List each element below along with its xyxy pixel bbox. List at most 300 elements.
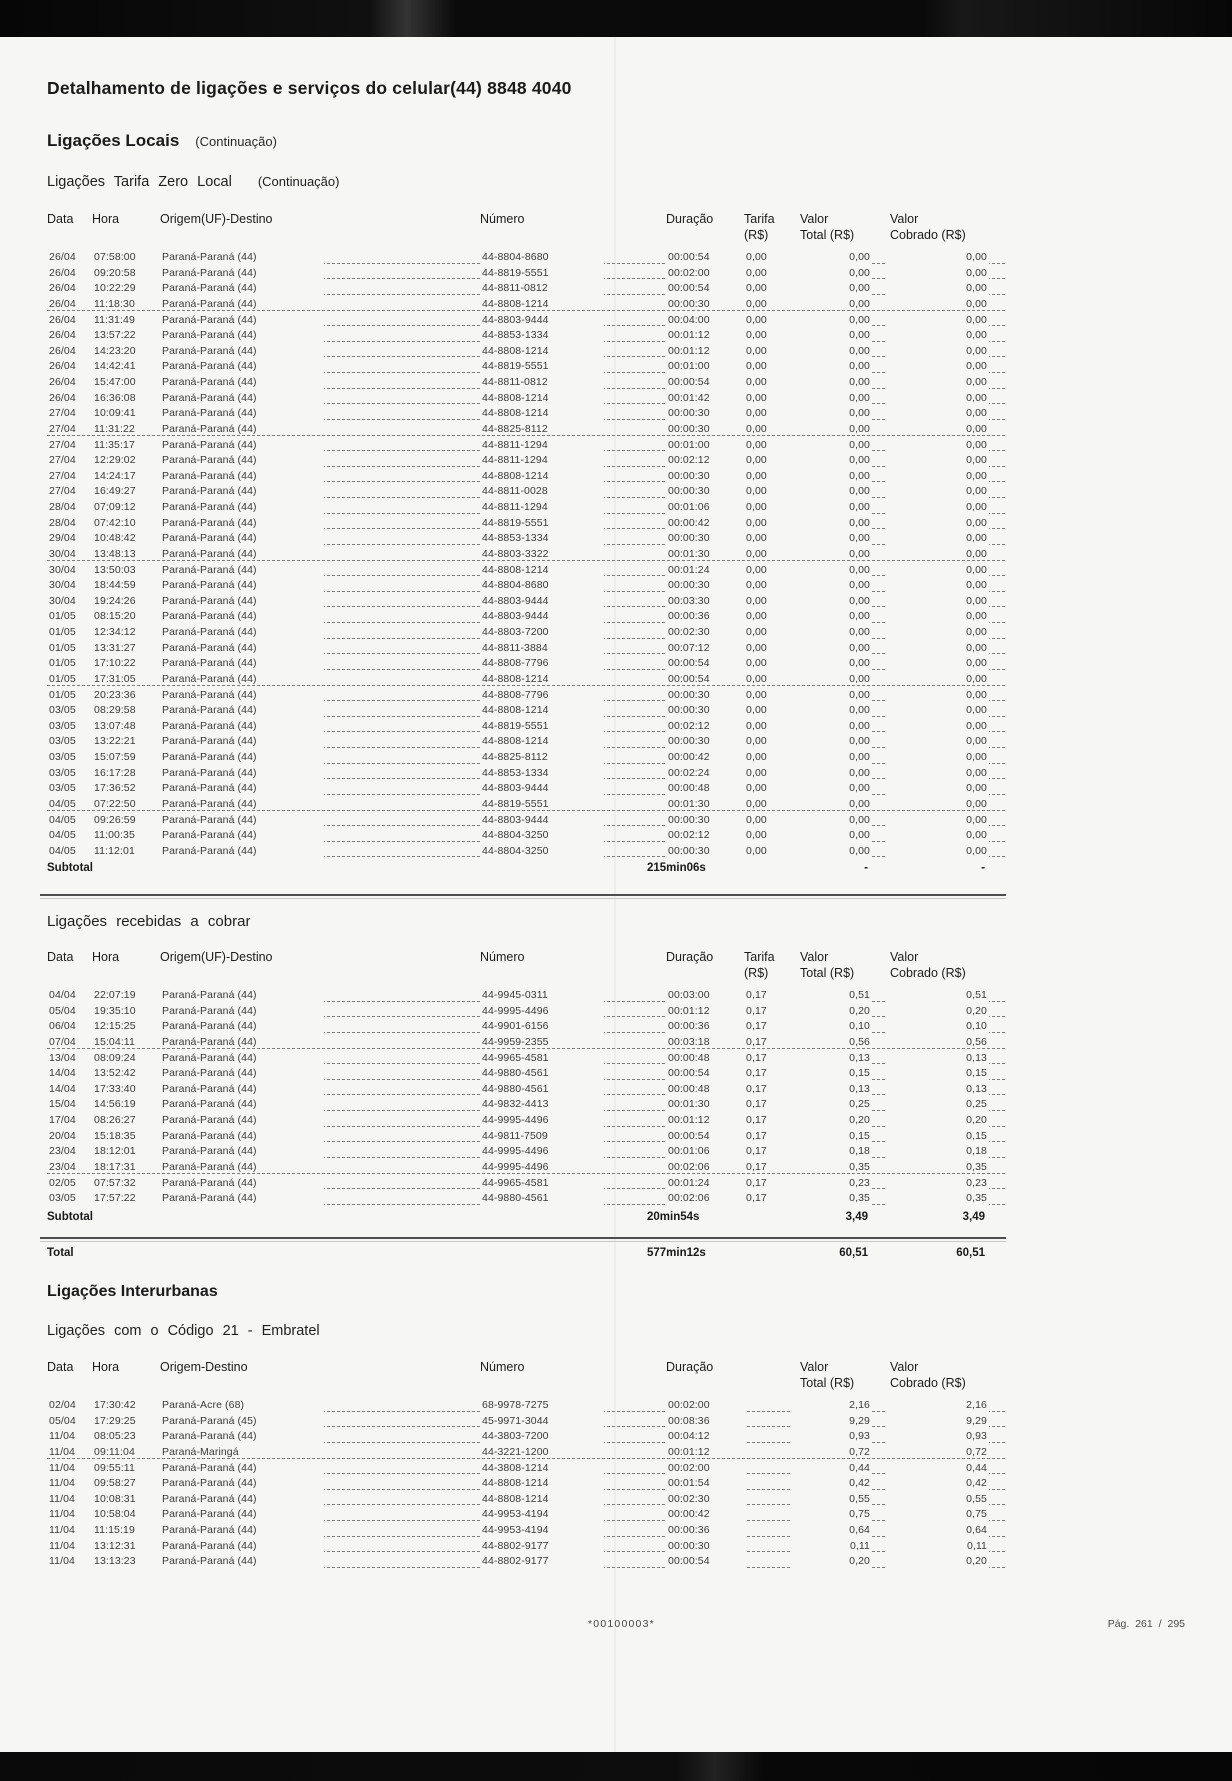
call-row [47,344,1005,360]
total-divider [40,1237,1006,1242]
call-cell: 00:01:06 [666,500,746,514]
call-cell: 0,00 [885,531,989,545]
call-cell: 12:34:12 [92,625,162,639]
table-codigo-21-embratel [47,1360,1005,1570]
table-recebidas-a-cobrar [47,950,1005,1207]
call-cell: 00:01:00 [666,359,746,373]
table-body [47,988,1005,1207]
call-cell: 00:00:30 [666,484,746,498]
call-row [47,438,1005,454]
call-cell: 26/04 [47,375,96,389]
call-cell: 44-9995-4496 [480,1004,604,1018]
call-cell: Paraná-Paraná (44) [160,813,324,827]
call-cell: 00:01:24 [666,563,746,577]
call-row [47,719,1005,735]
call-cell: Paraná-Paraná (44) [160,1507,324,1521]
call-cell: 00:01:12 [666,328,746,342]
subtotal-valor-total: 3,49 [845,1211,868,1223]
call-row [47,281,1005,297]
call-cell: 0,00 [744,531,790,545]
call-cell: Paraná-Paraná (44) [160,1429,324,1443]
call-cell: 0,44 [885,1461,989,1475]
call-cell: 0,00 [744,516,790,530]
call-cell: 0,20 [885,1554,989,1568]
call-cell: 0,00 [885,453,989,467]
call-cell: 07:58:00 [92,250,162,264]
call-cell: 00:00:42 [666,1507,746,1521]
call-cell: 08:05:23 [92,1429,162,1443]
call-cell: 13:31:27 [92,641,162,655]
call-cell: 44-8803-9444 [480,313,604,327]
call-cell: 44-8808-1214 [480,1492,604,1506]
call-cell: 0,00 [792,453,872,467]
subtotal-label: Subtotal [47,1211,93,1223]
call-cell: 11:12:01 [92,844,162,858]
call-row [47,1414,1005,1430]
call-cell: 20/04 [47,1129,96,1143]
call-cell: 01/05 [47,672,96,686]
total-valor-cobrado: 60,51 [956,1247,985,1259]
call-cell: 00:00:30 [666,703,746,717]
call-cell: 11:35:17 [92,438,162,452]
section-heading-text: Ligações Interurbanas [47,1283,218,1300]
call-cell: Paraná-Paraná (44) [160,359,324,373]
call-cell: 44-3808-1214 [480,1461,604,1475]
call-cell: 0,17 [744,988,790,1002]
call-cell: 0,13 [885,1082,989,1096]
call-cell: 19:35:10 [92,1004,162,1018]
column-header: Número [480,950,525,964]
call-cell: 0,42 [885,1476,989,1490]
call-cell: 44-8803-9444 [480,781,604,795]
call-cell: 09:20:58 [92,266,162,280]
call-cell: 16:17:28 [92,766,162,780]
call-cell: 00:02:24 [666,766,746,780]
call-cell: 0,00 [885,328,989,342]
call-cell: 26/04 [47,328,96,342]
call-cell: 02/05 [47,1176,96,1190]
call-cell: 44-8808-1214 [480,734,604,748]
call-cell: 0,00 [885,703,989,717]
call-cell: 00:02:06 [666,1191,746,1205]
call-cell: 14/04 [47,1066,96,1080]
call-cell: 0,00 [744,688,790,702]
call-row [47,1445,1005,1461]
call-row [47,1523,1005,1539]
call-cell: 26/04 [47,250,96,264]
call-cell: 29/04 [47,531,96,545]
call-cell: 05/04 [47,1414,96,1428]
total-row [47,1247,1005,1263]
call-cell: Paraná-Paraná (44) [160,453,324,467]
call-cell: 44-8804-3250 [480,844,604,858]
call-cell: 2,16 [792,1398,872,1412]
subtotal-duration: 20min54s [647,1211,700,1223]
call-cell: 28/04 [47,500,96,514]
call-cell: 0,93 [885,1429,989,1443]
call-cell: 0,00 [885,844,989,858]
call-row [47,469,1005,485]
call-cell: Paraná-Paraná (44) [160,344,324,358]
call-row [47,1004,1005,1020]
call-cell: 0,00 [744,750,790,764]
call-cell: 0,17 [744,1019,790,1033]
subtotal-row-recebidas [47,1211,1005,1227]
call-cell: 23/04 [47,1160,96,1174]
call-cell: 0,17 [744,1035,790,1049]
call-cell: 44-9965-4581 [480,1176,604,1190]
call-cell: 17:30:42 [92,1398,162,1412]
call-cell: 20:23:36 [92,688,162,702]
call-cell: 03/05 [47,1191,96,1205]
call-cell: 00:00:54 [666,1066,746,1080]
call-cell: 0,17 [744,1176,790,1190]
call-cell: 00:00:30 [666,469,746,483]
call-cell: 44-8808-1214 [480,672,604,686]
call-cell: 04/05 [47,813,96,827]
call-cell: 0,00 [792,516,872,530]
call-cell: 0,00 [792,328,872,342]
call-row [47,547,1005,563]
call-cell: Paraná-Paraná (44) [160,988,324,1002]
call-cell: 00:00:42 [666,516,746,530]
call-cell: 0,13 [885,1051,989,1065]
call-cell: Paraná-Paraná (44) [160,375,324,389]
column-header: Duração [666,212,714,226]
call-cell: 0,00 [744,609,790,623]
call-cell: Paraná-Paraná (44) [160,625,324,639]
call-cell: Paraná-Paraná (44) [160,1539,324,1553]
call-row [47,422,1005,438]
call-cell: 0,00 [792,672,872,686]
call-cell: Paraná-Paraná (44) [160,594,324,608]
call-row [47,328,1005,344]
call-cell: 07:57:32 [92,1176,162,1190]
call-cell: 13:12:31 [92,1539,162,1553]
call-cell: 00:02:12 [666,453,746,467]
call-cell: Paraná-Paraná (44) [160,828,324,842]
total-label: Total [47,1247,74,1259]
call-cell: 26/04 [47,313,96,327]
call-cell: 0,23 [792,1176,872,1190]
call-cell: 00:01:24 [666,1176,746,1190]
call-cell: Paraná-Paraná (44) [160,1097,324,1111]
call-cell: 00:00:54 [666,250,746,264]
call-cell: 0,18 [792,1144,872,1158]
column-header: Valor Total (R$) [800,1360,855,1390]
call-row [47,313,1005,329]
call-row [47,1051,1005,1067]
total-valor-total: 60,51 [839,1247,868,1259]
call-cell: 0,00 [885,734,989,748]
call-cell: 0,55 [885,1492,989,1506]
table-header-row [47,950,1005,988]
call-cell: 44-8803-3322 [480,547,604,561]
call-cell: 44-8811-0812 [480,375,604,389]
call-cell: Paraná-Paraná (44) [160,641,324,655]
call-cell: 0,00 [885,828,989,842]
call-cell: Paraná-Paraná (44) [160,734,324,748]
call-cell: 0,10 [885,1019,989,1033]
call-cell: 03/05 [47,703,96,717]
call-cell: 44-8825-8112 [480,422,604,436]
column-header: Data [47,1360,74,1374]
call-cell: 13:22:21 [92,734,162,748]
call-cell: 0,00 [792,250,872,264]
call-cell: 44-9901-6156 [480,1019,604,1033]
call-cell: 00:00:36 [666,1019,746,1033]
call-cell: 44-3221-1200 [480,1445,604,1459]
call-cell: 12:29:02 [92,453,162,467]
call-cell: 0,00 [744,797,790,811]
call-cell: 17:57:22 [92,1191,162,1205]
call-cell: 00:04:12 [666,1429,746,1443]
call-cell: 03/05 [47,766,96,780]
call-cell: 44-8819-5551 [480,266,604,280]
call-cell: 00:02:00 [666,1461,746,1475]
call-cell: 00:04:00 [666,313,746,327]
call-cell: Paraná-Paraná (44) [160,797,324,811]
call-cell: 0,00 [792,828,872,842]
call-cell: 0,64 [885,1523,989,1537]
call-cell: Paraná-Paraná (44) [160,844,324,858]
call-cell: 0,00 [744,250,790,264]
call-cell: 11/04 [47,1476,96,1490]
call-cell: Paraná-Paraná (44) [160,1160,324,1174]
call-cell: 00:00:30 [666,1539,746,1553]
call-cell: Paraná-Paraná (44) [160,1191,324,1205]
call-row [47,734,1005,750]
call-row [47,672,1005,688]
column-header: Tarifa (R$) [744,212,775,242]
call-cell: 44-8825-8112 [480,750,604,764]
call-row [47,813,1005,829]
call-cell: 0,00 [792,281,872,295]
call-cell: 30/04 [47,563,96,577]
table-body [47,1398,1005,1570]
call-cell: Paraná-Paraná (44) [160,438,324,452]
call-cell: 0,00 [792,344,872,358]
call-cell: 00:00:30 [666,844,746,858]
call-cell: 44-9880-4561 [480,1082,604,1096]
call-cell: 44-8808-1214 [480,563,604,577]
total-duration: 577min12s [647,1247,706,1259]
call-row [47,516,1005,532]
call-cell: 44-8808-7796 [480,656,604,670]
call-cell: 0,13 [792,1082,872,1096]
call-cell: 27/04 [47,453,96,467]
column-header: Duração [666,950,714,964]
call-cell: 0,00 [744,734,790,748]
call-cell: 0,55 [792,1492,872,1506]
call-row [47,844,1005,860]
call-cell: 00:01:30 [666,797,746,811]
call-cell: 11/04 [47,1492,96,1506]
call-cell: 0,35 [885,1160,989,1174]
call-cell: 0,35 [792,1160,872,1174]
call-cell: 00:00:30 [666,531,746,545]
call-row [47,750,1005,766]
call-cell: 0,75 [885,1507,989,1521]
call-cell: 0,00 [885,297,989,311]
call-cell: Paraná-Paraná (44) [160,703,324,717]
call-cell: 00:01:30 [666,547,746,561]
call-cell: 00:00:30 [666,734,746,748]
footer-document-code: *00100003* [588,1618,655,1630]
call-cell: 0,00 [744,484,790,498]
call-cell: 0,42 [792,1476,872,1490]
call-cell: 14:24:17 [92,469,162,483]
call-cell: 0,23 [885,1176,989,1190]
call-cell: 44-8819-5551 [480,359,604,373]
call-cell: Paraná-Paraná (44) [160,484,324,498]
call-cell: 11/04 [47,1445,96,1459]
call-cell: 0,17 [744,1129,790,1143]
call-cell: 0,00 [792,391,872,405]
call-row [47,766,1005,782]
call-cell: 27/04 [47,438,96,452]
call-row [47,1097,1005,1113]
call-cell: 30/04 [47,594,96,608]
call-cell: 44-8808-1214 [480,344,604,358]
call-cell: 0,00 [792,688,872,702]
call-cell: 09:26:59 [92,813,162,827]
call-cell: 11/04 [47,1523,96,1537]
call-cell: 14:23:20 [92,344,162,358]
call-cell: 00:00:54 [666,281,746,295]
call-cell: 00:00:54 [666,375,746,389]
call-row [47,609,1005,625]
call-cell: 0,00 [744,422,790,436]
call-row [47,531,1005,547]
call-cell: 0,00 [885,625,989,639]
call-cell: 0,00 [744,656,790,670]
call-cell: 0,64 [792,1523,872,1537]
call-cell: 44-8811-0812 [480,281,604,295]
call-row [47,781,1005,797]
call-cell: 17:31:05 [92,672,162,686]
call-cell: 11:18:30 [92,297,162,311]
call-cell: 0,00 [744,469,790,483]
call-cell: Paraná-Paraná (44) [160,1004,324,1018]
call-cell: 0,00 [885,719,989,733]
call-cell: 09:11:04 [92,1445,162,1459]
call-cell: 13:13:23 [92,1554,162,1568]
call-cell: 0,00 [885,250,989,264]
call-cell: Paraná-Paraná (44) [160,1144,324,1158]
call-cell: 0,00 [744,672,790,686]
call-cell: 0,15 [792,1066,872,1080]
call-cell: 2,16 [885,1398,989,1412]
call-cell: 44-8853-1334 [480,531,604,545]
call-cell: 15:07:59 [92,750,162,764]
call-row [47,578,1005,594]
call-cell: 11:31:49 [92,313,162,327]
call-cell: 26/04 [47,297,96,311]
call-cell: 27/04 [47,422,96,436]
call-cell: 0,00 [885,266,989,280]
call-cell: 08:26:27 [92,1113,162,1127]
call-row [47,641,1005,657]
call-cell: 9,29 [792,1414,872,1428]
call-cell: 00:03:00 [666,988,746,1002]
call-row [47,484,1005,500]
call-cell: 04/05 [47,797,96,811]
call-cell: Paraná-Paraná (44) [160,469,324,483]
call-cell: 0,00 [885,516,989,530]
call-cell: 02/04 [47,1398,96,1412]
call-cell: Paraná-Paraná (44) [160,250,324,264]
call-cell: 0,17 [744,1113,790,1127]
call-row [47,988,1005,1004]
column-header: Data [47,950,74,964]
column-header: Hora [92,1360,120,1374]
call-cell: 0,00 [792,578,872,592]
call-cell: 15/04 [47,1097,96,1111]
call-cell: 27/04 [47,469,96,483]
call-cell: 17:10:22 [92,656,162,670]
call-cell: 0,00 [885,813,989,827]
call-cell: 15:47:00 [92,375,162,389]
call-cell: 0,00 [744,344,790,358]
call-cell: 0,17 [744,1097,790,1111]
call-cell: 44-9953-4194 [480,1523,604,1537]
call-row [47,1035,1005,1051]
call-cell: 0,20 [792,1113,872,1127]
scan-edge-bottom [0,1752,1232,1781]
subtotal-label: Subtotal [47,862,93,874]
call-cell: 0,00 [792,813,872,827]
call-cell: 0,00 [885,563,989,577]
page-title: Detalhamento de ligações e serviços do celular(44) 8848 4040 [47,78,572,98]
call-cell: 26/04 [47,266,96,280]
call-cell: 0,00 [885,484,989,498]
call-cell: 00:00:48 [666,1082,746,1096]
call-cell: 00:02:00 [666,1398,746,1412]
call-cell: 0,00 [744,500,790,514]
call-cell: 0,00 [744,297,790,311]
call-cell: 44-8811-1294 [480,453,604,467]
call-cell: Paraná-Paraná (44) [160,688,324,702]
call-cell: 0,11 [792,1539,872,1553]
call-cell: 44-9945-0311 [480,988,604,1002]
call-cell: 0,00 [885,375,989,389]
call-cell: 0,00 [792,484,872,498]
call-cell: 08:09:24 [92,1051,162,1065]
call-cell: 0,25 [885,1097,989,1111]
call-cell: 14:56:19 [92,1097,162,1111]
call-cell: 0,44 [792,1461,872,1475]
call-cell: 00:01:00 [666,438,746,452]
call-cell: 00:02:30 [666,1492,746,1506]
call-cell: 26/04 [47,391,96,405]
call-cell: 44-8819-5551 [480,719,604,733]
call-cell: 30/04 [47,547,96,561]
call-cell: 13:07:48 [92,719,162,733]
call-row [47,375,1005,391]
call-cell: 44-8819-5551 [480,516,604,530]
call-cell: 0,00 [744,719,790,733]
call-cell: 13/04 [47,1051,96,1065]
call-cell: 44-8853-1334 [480,328,604,342]
call-cell: 0,00 [792,406,872,420]
call-cell: 0,00 [885,422,989,436]
call-row [47,453,1005,469]
call-cell: 0,00 [885,578,989,592]
call-cell: 0,00 [792,375,872,389]
section-heading-interurbanas [47,1283,218,1301]
call-cell: 07:09:12 [92,500,162,514]
